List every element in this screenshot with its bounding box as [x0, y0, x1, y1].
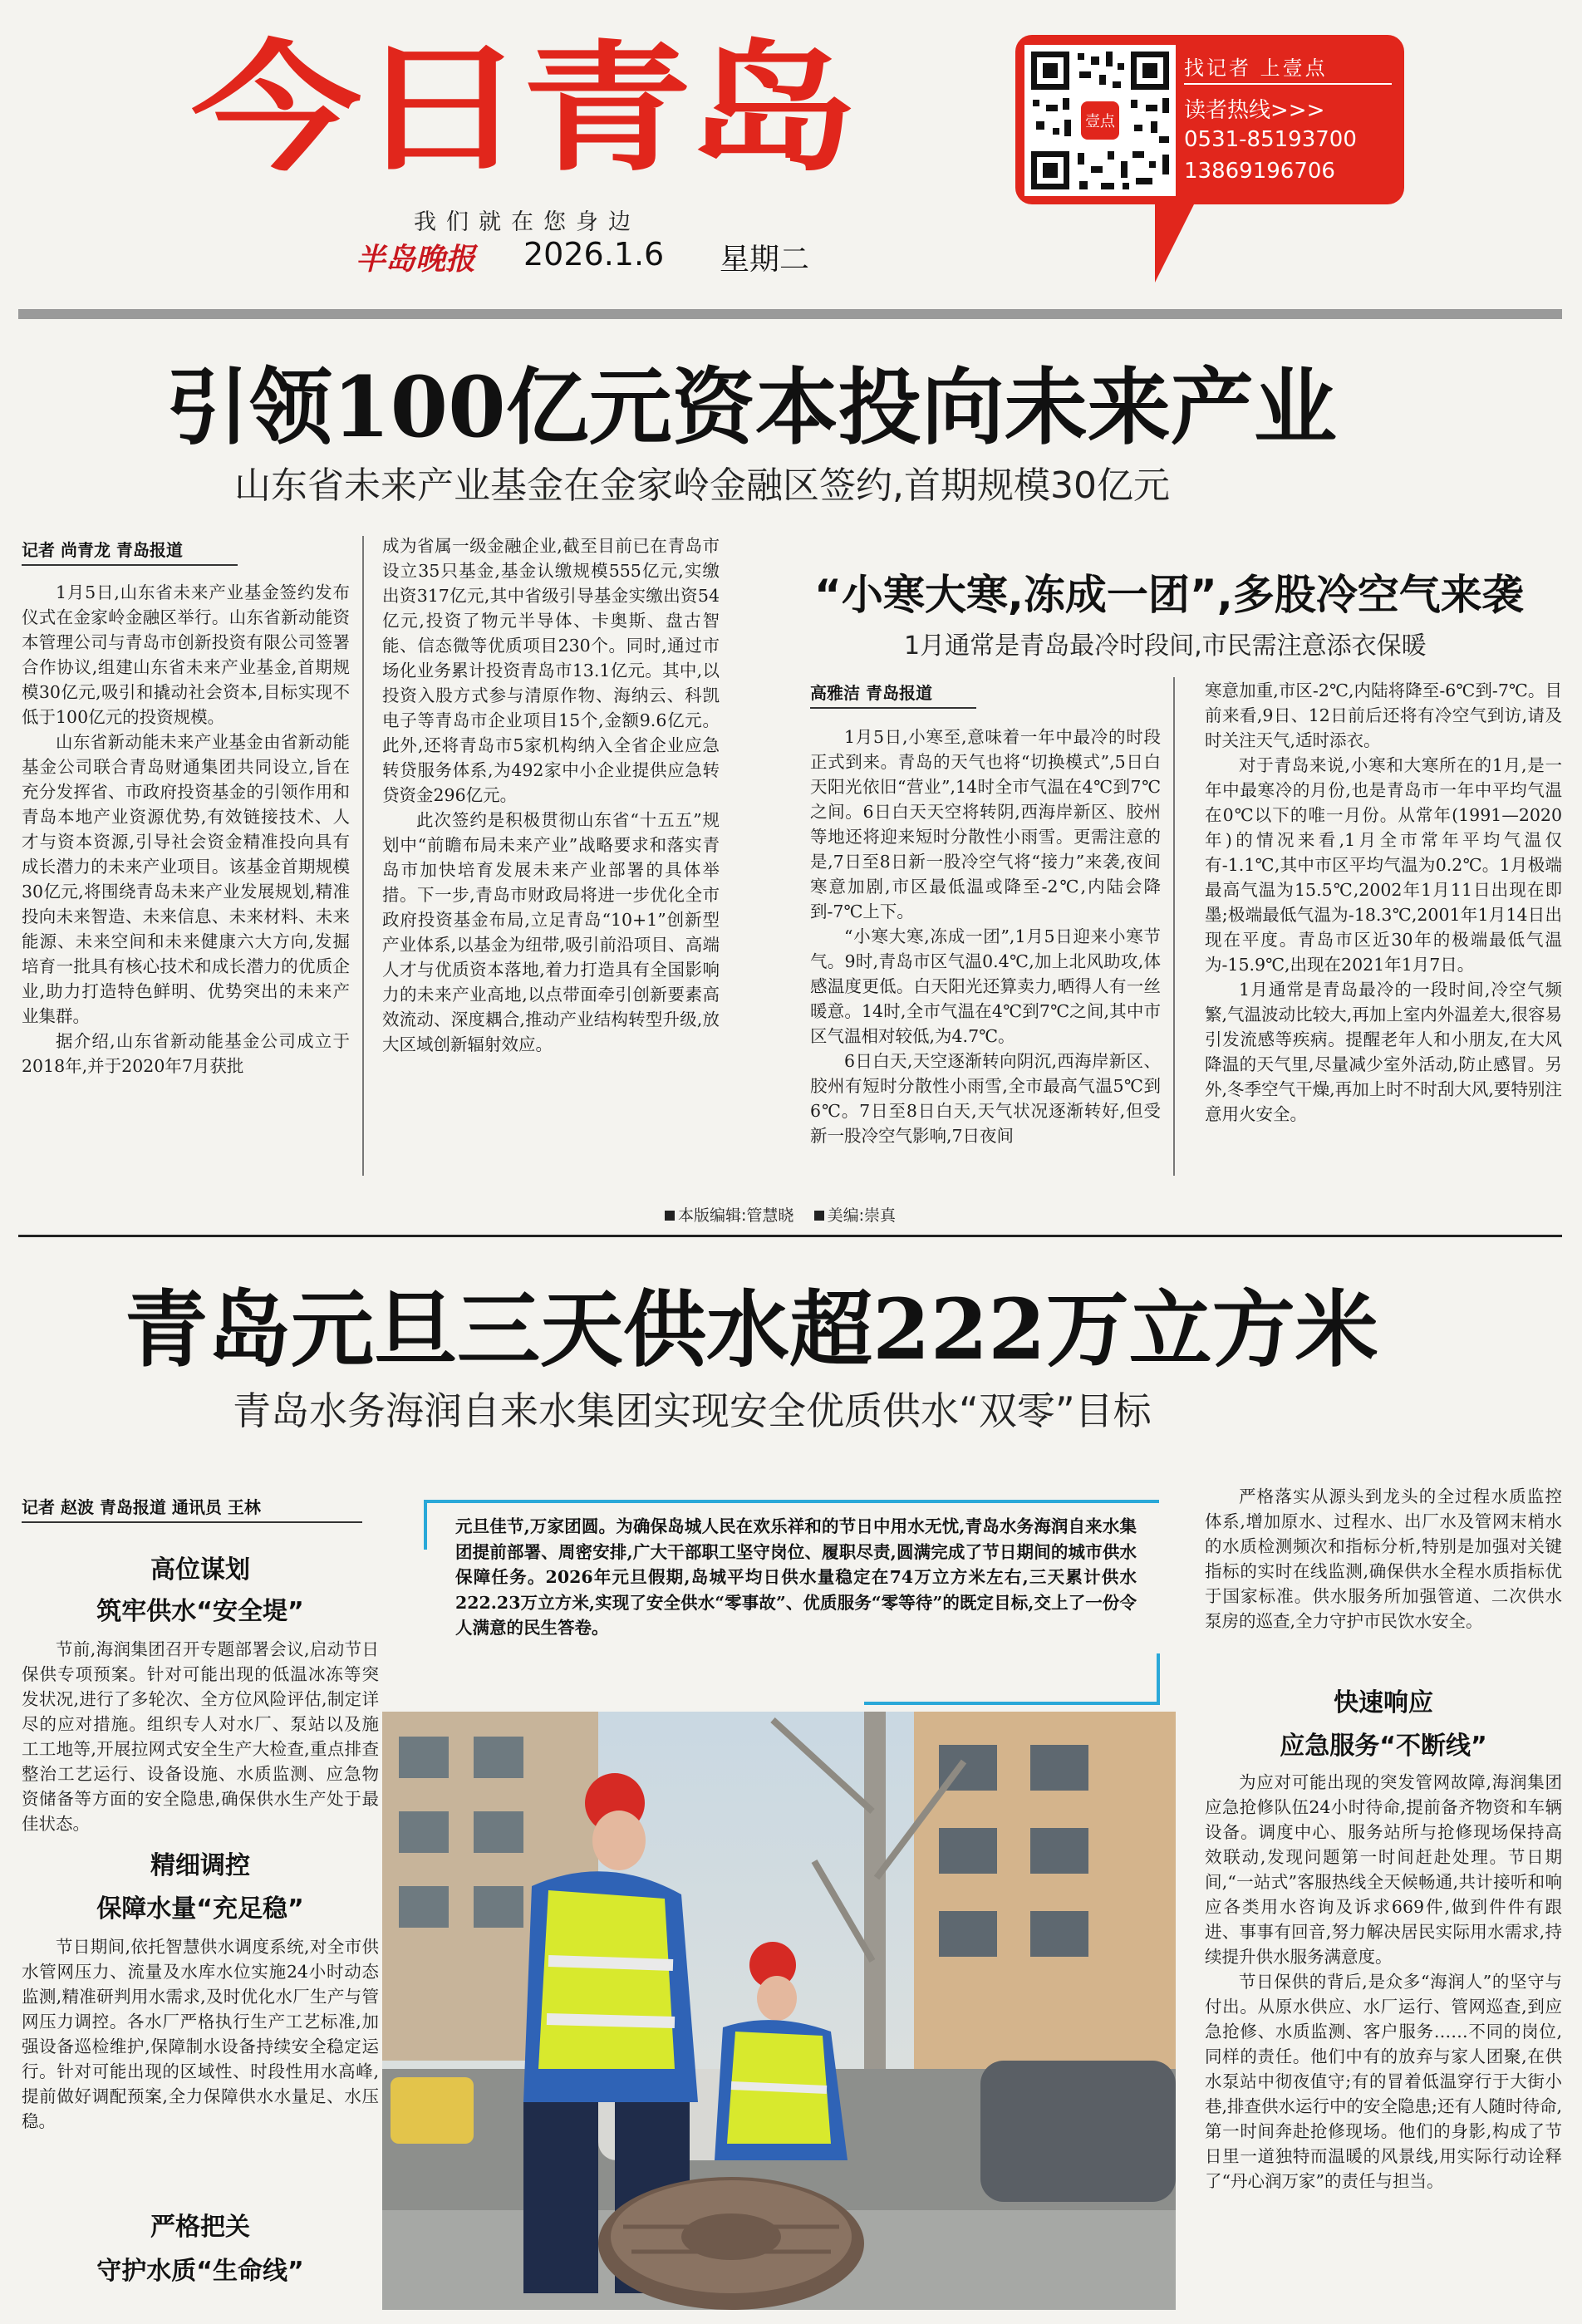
story2-headline: “小寒大寒,冻成一团”,多股冷空气来袭: [814, 571, 1524, 619]
bullet-square-icon: [665, 1211, 675, 1221]
story2-paragraph: 6日白天,天空逐渐转向阴沉,西海岸新区、胶州有短时分散性小雨雪,全市最高气温5℃到6℃。7日至8日白天,天气状况逐渐转好,但受新一股冷空气影响,7日夜间: [810, 1051, 1161, 1146]
hotline-label: 读者热线>>>: [1184, 98, 1325, 123]
story3-paragraph: 严格落实从源头到龙头的全过程水质监控体系,增加原水、过程水、出厂水及管网末梢水的水质检测频次和指标分析,特别是加强对关键指标的实时在线监测,确保供水全程水质指标优于国家标准。供水服务所加强管道、二次供水泵房的巡查,全力守护市民饮水安全。: [1205, 1486, 1562, 1631]
hotline-phone-2[interactable]: 13869196706: [1184, 159, 1335, 184]
section-subtitle-2: 保障水量“充足稳”: [96, 1894, 304, 1924]
intro-frame: [864, 1702, 1159, 1705]
story3-paragraph: 节日期间,依托智慧供水调度系统,对全市供水管网压力、流量及水库水位实施24小时动态监测,精准研判用水需求,及时优化水厂生产与管网压力调控。各水厂严格执行生产工艺标准,加强设备巡检维护,保障制水设备持续安全稳定运行。针对可能出现的区域性、时段性用水高峰,提前做好调配预案,全力保障供水水量足、水压稳。: [22, 1937, 379, 2131]
story2-paragraph: “小寒大寒,冻成一团”,1月5日迎来小寒节气。9时,青岛市区气温0.4℃,加上北风助攻,体感温度更低。白天阳光还算卖力,晒得人有一丝暖意。14时,全市气温在4℃到7℃之间,其中市区气温相对较低,为4.7℃。: [810, 926, 1161, 1046]
story1-column-2: [382, 533, 720, 1057]
story2-column-2: [1205, 678, 1562, 1127]
section-title-1: 高位谋划: [150, 1555, 250, 1585]
story1-paragraph: 1月5日,山东省未来产业基金签约发布仪式在金家岭金融区举行。山东省新动能资本管理公司与青岛市创新投资有限公司签署合作协议,组建山东省未来产业基金,首期规模30亿元,吸引和撬动社会资本,目标实现不低于100亿元的投资规模。: [22, 582, 350, 727]
bullet-square-icon: [814, 1211, 824, 1221]
intro-frame: [424, 1500, 1159, 1503]
story3-right-column: [1205, 1484, 1562, 1634]
masthead-slogan: 我们就在您身边: [414, 209, 641, 235]
section-title-2: 精细调控: [150, 1851, 250, 1880]
editor-credits: [665, 1203, 896, 1226]
story3-paragraph: 节日保供的背后,是众多“海润人”的坚守与付出。从原水供应、水厂运行、管网巡查,到应急抢修、水质监测、客户服务……不同的岗位,同样的责任。他们中有的放弃与家人团聚,在供水泵站中彻夜值守;有的冒着低温穿行于大街小巷,排查供水运行中的安全隐患;还有人随时待命,第一时间奔赴抢修现场。他们的身影,构成了节日里一道独特而温暖的风景线,用实际行动诠释了“丹心润万家”的责任与担当。: [1205, 1972, 1562, 2191]
story1-subhead: 山东省未来产业基金在金家岭金融区签约,首期规模30亿元: [234, 464, 1170, 507]
story3-section2-text: [22, 1934, 379, 2134]
intro-frame: [424, 1500, 427, 1550]
designer-name: 美编:崇真: [827, 1206, 896, 1225]
issue-date: 2026.1.6: [523, 236, 665, 273]
intro-frame: [1157, 1653, 1160, 1705]
story3-paragraph: 节前,海润集团召开专题部署会议,启动节日保供专项预案。针对可能出现的低温冰冻等突发状况,进行了多轮次、全方位风险评估,制定详尽的应对措施。组织专人对水厂、泵站以及施工工地等,开展拉网式安全生产大检查,重点排查整治工艺运行、设备设施、水质监测、应急物资储备等方面的安全隐患,确保供水生产处于最佳状态。: [22, 1639, 379, 1834]
section-title-3: 严格把关: [150, 2213, 250, 2242]
story1-paragraph: 据介绍,山东省新动能基金公司成立于2018年,并于2020年7月获批: [22, 1031, 350, 1076]
hotline-tagline: 找记者 上壹点: [1184, 57, 1328, 80]
issue-weekday: 星期二: [720, 243, 810, 277]
hotline-divider: [1184, 83, 1392, 85]
editor-name: 本版编辑:管慧晓: [678, 1206, 794, 1225]
column-rule: [362, 536, 364, 1176]
qr-badge-text: 壹点: [1085, 113, 1115, 130]
story1-column-1: [22, 580, 350, 1078]
masthead-rule: [18, 309, 1562, 319]
hotline-box-tail: [1155, 199, 1196, 283]
hotline-phone-1[interactable]: 0531-85193700: [1184, 127, 1357, 152]
story2-column-1: [810, 725, 1161, 1148]
story3-intro: 元旦佳节,万家团圆。为确保岛城人民在欢乐祥和的节日中用水无忧,青岛水务海润自来水集团提前部署、周密安排,广大干部职工坚守岗位、履职尽责,圆满完成了节日期间的城市供水保障任务。2026年元旦假期,岛城平均日供水量稳定在74万立方米左右,三天累计供水222.23万立方米,实现了安全供水“零事故”、优质服务“零等待”的既定目标,交上了一份令人满意的民生答卷。: [455, 1516, 1137, 1638]
section-rule: [18, 1235, 1562, 1237]
section-subtitle-3: 守护水质“生命线”: [96, 2257, 304, 2286]
story2-paragraph: 1月5日,小寒至,意味着一年中最冷的时段正式到来。青岛的天气也将“切换模式”,5日白天阳光依旧“营业”,14时全市气温在4℃到7℃之间。6日白天天空将转阴,西海岸新区、胶州等地还将迎来短时分散性小雨雪。更需注意的是,7日至8日新一股冷空气将“接力”来袭,夜间寒意加剧,市区最低温或降至-2℃,内陆会降到-7℃上下。: [810, 727, 1161, 921]
story3-section1-text: [22, 1637, 379, 1836]
story2-paragraph: 1月通常是青岛最冷的一段时间,冷空气频繁,气温波动比较大,再加上室内外温差大,很容易引发流感等疾病。提醒老年人和小朋友,在大风降温的天气里,尽量减少室外活动,防止感冒。另外,冬季空气干燥,再加上时不时刮大风,要特别注意用火安全。: [1205, 980, 1562, 1124]
story3-section4-text: [1205, 1770, 1562, 2194]
qr-code-icon[interactable]: [1024, 45, 1176, 196]
news-photo: [382, 1712, 1176, 2310]
story2-subhead: 1月通常是青岛最冷时段间,市民需注意添衣保暖: [904, 631, 1427, 661]
story1-paragraph: 山东省新动能未来产业基金由省新动能基金公司联合青岛财通集团共同设立,旨在充分发挥省、市政府投资基金的引领作用和青岛本地产业资源优势,有效链接技术、人才与资本资源,引导社会资金精准投向具有成长潜力的未来产业项目。该基金首期规模30亿元,将围绕青岛未来产业发展规划,精准投向未来智造、未来信息、未来材料、未来能源、未来空间和未来健康六大方向,发掘培育一批具有核心技术和成长潜力的优质企业,助力打造特色鲜明、优势突出的未来产业集群。: [22, 732, 350, 1026]
masthead-title: 今日青岛: [191, 28, 852, 191]
story1-byline: 记者 尚青龙 青岛报道: [22, 537, 238, 566]
section-subtitle-4: 应急服务“不断线”: [1280, 1732, 1487, 1761]
paper-logo: 半岛晚报: [356, 242, 476, 277]
story3-subhead: 青岛水务海润自来水集团实现安全优质供水“双零”目标: [233, 1388, 1152, 1433]
section-subtitle-1: 筑牢供水“安全堤”: [96, 1597, 304, 1626]
story2-byline: 高雅洁 青岛报道: [810, 680, 976, 709]
story2-paragraph: 寒意加重,市区-2℃,内陆将降至-6℃到-7℃。目前来看,9日、12日前后还将有冷空气到访,请及时关注天气,适时添衣。: [1205, 680, 1562, 750]
story3-byline: 记者 赵波 青岛报道 通讯员 王林: [22, 1494, 362, 1523]
column-rule: [1173, 677, 1175, 1176]
story3-paragraph: 为应对可能出现的突发管网故障,海润集团应急抢修队伍24小时待命,提前备齐物资和车辆设备。调度中心、服务站所与抢修现场保持高效联动,发现问题第一时间赶赴处理。节日期间,“一站式”客服热线全天候畅通,共计接听和响应各类用水咨询及诉求669件,做到件件有跟进、事事有回音,努力解决居民实际用水需求,持续提升供水服务满意度。: [1205, 1772, 1562, 1967]
story1-paragraph: 成为省属一级金融企业,截至目前已在青岛市设立35只基金,基金认缴规模555亿元,实缴出资317亿元,其中省级引导基金实缴出资54亿元,投资了物元半导体、卡奥斯、盘古智能、信态微等优质项目230个。同时,通过市场化业务累计投资青岛市13.1亿元。其中,以投资入股方式参与清原作物、海纳云、科凯电子等青岛市企业项目15个,金额9.6亿元。此外,还将青岛市5家机构纳入全省企业应急转贷服务体系,为492家中小企业提供应急转贷资金296亿元。: [382, 536, 720, 805]
story1-paragraph: 此次签约是积极贯彻山东省“十五五”规划中“前瞻布局未来产业”战略要求和落实青岛市加快培育发展未来产业部署的具体举措。下一步,青岛市财政局将进一步优化全市政府投资基金布局,立足青岛“10+1”创新型产业体系,以基金为纽带,吸引前沿项目、高端人才与优质资本落地,着力打造具有全国影响力的未来产业高地,以点带面牵引创新要素高效流动、深度耦合,推动产业结构转型升级,放大区域创新辐射效应。: [382, 810, 720, 1054]
story2-paragraph: 对于青岛来说,小寒和大寒所在的1月,是一年中最寒冷的月份,也是青岛市一年中平均气温在0℃以下的唯一月份。从常年(1991—2020年)的情况来看,1月全市常年平均气温仅有-1.1℃,其中市区平均气温为0.2℃。1月极端最高气温为15.5℃,2002年1月11日出现在即墨;极端最低气温为-18.3℃,2001年1月14日出现在平度。青岛市区近30年的极端最低气温为-15.9℃,出现在2021年1月7日。: [1205, 755, 1562, 975]
story3-headline: 青岛元旦三天供水超222万立方米: [125, 1280, 1378, 1378]
section-title-4: 快速响应: [1334, 1688, 1433, 1717]
story1-headline: 引领100亿元资本投向未来产业: [166, 358, 1337, 456]
